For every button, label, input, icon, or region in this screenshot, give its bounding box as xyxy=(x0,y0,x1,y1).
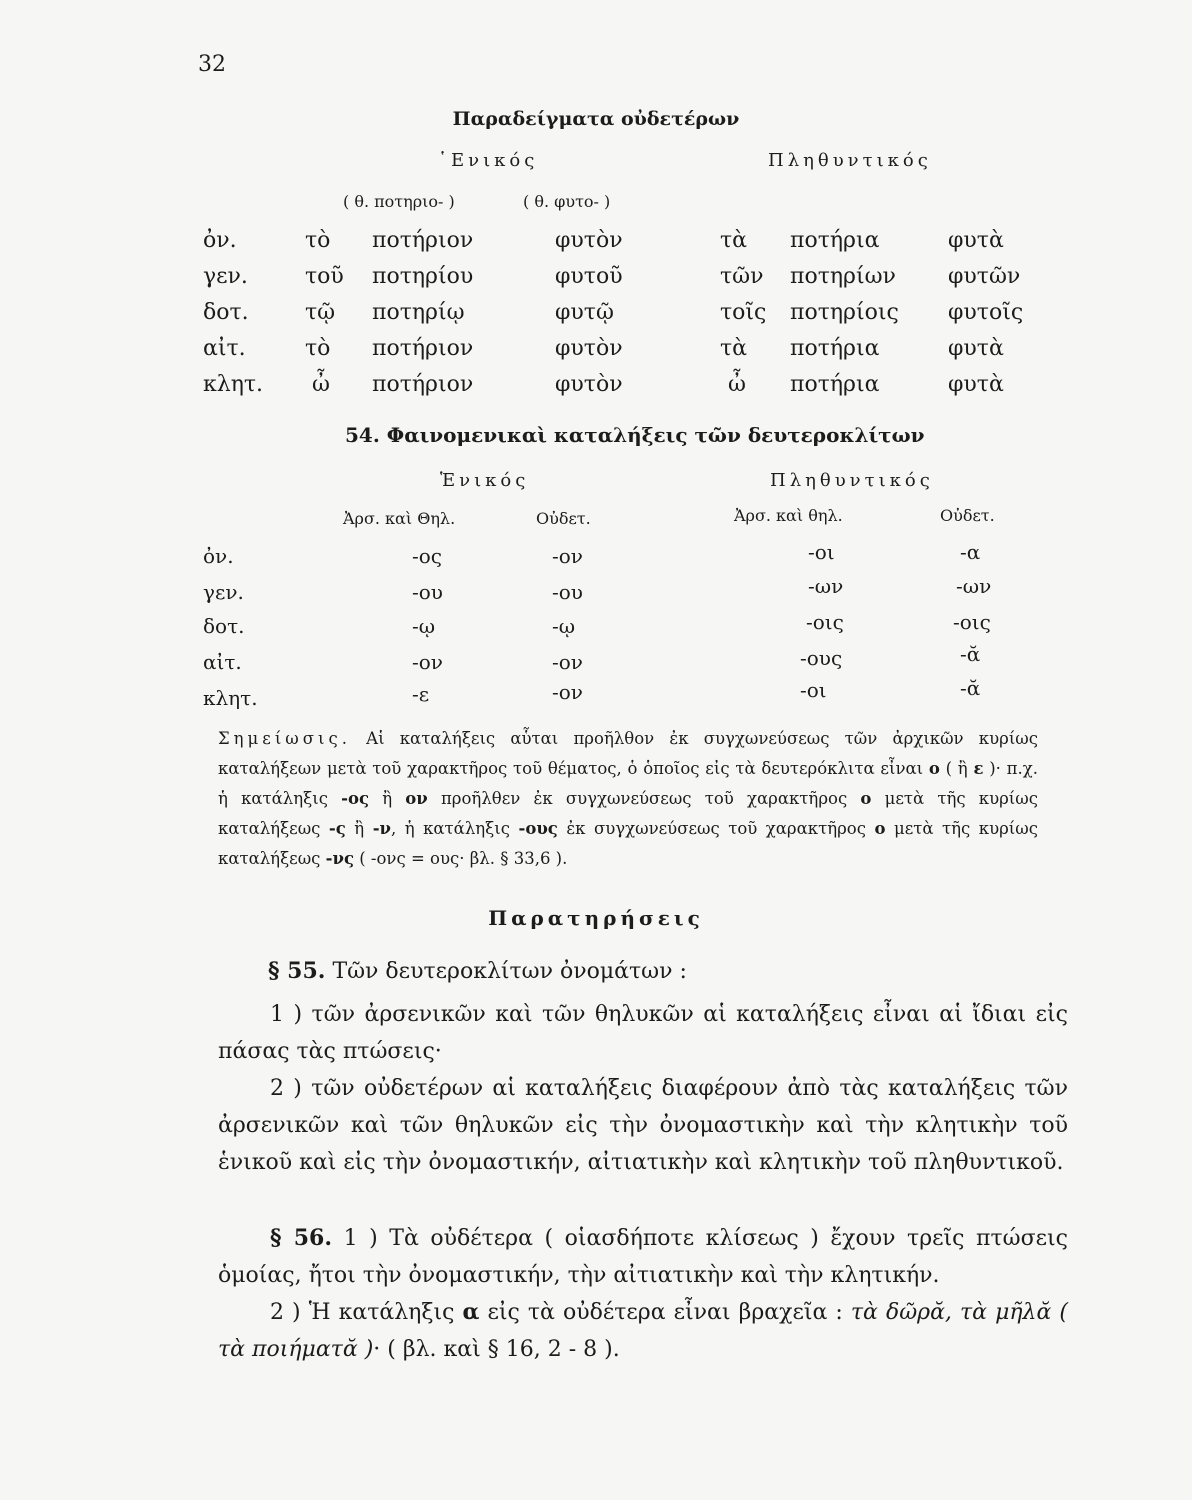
table1-article-plural: τοῖς xyxy=(720,300,767,325)
table2-col-masc-fem-plural: Ἀρσ. καὶ θηλ. xyxy=(734,506,843,525)
note-bold: -ος xyxy=(341,789,370,808)
table1-noun1-plural: ποτηρίων xyxy=(790,264,896,289)
table2-ending: -ᾰ xyxy=(960,642,981,666)
table2-col-neuter-plural: Οὐδετ. xyxy=(940,506,995,525)
table1-noun2-plural: φυτῶν xyxy=(948,264,1021,289)
table2-singular-header: Ἑνικός xyxy=(440,470,530,491)
table2-case: γεν. xyxy=(203,580,244,604)
note-bold: ο xyxy=(860,789,872,808)
table1-noun1-singular: ποτήριον xyxy=(372,228,474,253)
table2-ending: -οι xyxy=(808,540,835,564)
table1-noun1-singular: ποτήριον xyxy=(372,336,474,361)
table1-article-plural: τὰ xyxy=(720,336,748,361)
table1-stem1: ( θ. ποτηριο- ) xyxy=(343,192,455,211)
section-54-number: 54 xyxy=(345,423,373,447)
table1-singular-header: ῾Ενικός xyxy=(438,150,539,171)
section-56-text: 2 ) Ἡ κατάληξις xyxy=(270,1300,463,1325)
table1-noun2-singular: φυτῷ xyxy=(555,300,614,325)
note-bold: -ν xyxy=(372,819,391,838)
note-text: Αἱ καταλήξεις αὗται προῆλθον ἐκ συγχωνεύσεως τῶν ἀρχικῶν κυρίως καταλήξεων μετὰ τοῦ χαρακτῆρος τοῦ θέματος, ὁ ὁποῖος εἰς τὰ δευτερόκλιτα εἶναι xyxy=(218,729,1038,778)
table2-ending: -ον xyxy=(552,680,583,704)
table1-noun2-singular: φυτὸν xyxy=(555,372,623,397)
table1-noun2-singular: φυτὸν xyxy=(555,336,623,361)
table1-noun2-plural: φυτὰ xyxy=(948,372,1004,397)
table1-noun1-plural: ποτήρια xyxy=(790,372,880,397)
section-54-heading: 54. Φαινομενικαὶ καταλήξεις τῶν δευτεροκλίτων xyxy=(345,423,925,447)
table2-case: δοτ. xyxy=(203,614,245,638)
table1-noun1-singular: ποτήριον xyxy=(372,372,474,397)
table2-ending: -οις xyxy=(953,610,991,634)
table1-noun2-plural: φυτὰ xyxy=(948,228,1004,253)
table2-ending: -ῳ xyxy=(552,614,576,638)
table2-ending: -ε xyxy=(412,682,430,706)
table1-plural-header: Πληθυντικός xyxy=(768,150,932,171)
section-55-intro xyxy=(268,958,687,984)
table2-case: κλητ. xyxy=(203,686,258,710)
section-55-item2: 2 ) τῶν οὐδετέρων αἱ καταλήξεις διαφέρουν ἀπὸ τὰς καταλήξεις τῶν ἀρσενικῶν καὶ τῶν θηλυκῶν εἰς τὴν ὀνομαστικὴν καὶ τὴν κλητικὴν τοῦ ἑνικοῦ καὶ εἰς τὴν ὀνομαστικήν, αἰτιατικὴν καὶ κλητικὴν τοῦ πληθυντικοῦ. xyxy=(218,1076,1068,1175)
section-56-text: εἰς τὰ οὐδέτερα εἶναι βραχεῖα : xyxy=(479,1300,851,1325)
table2-ending: -ος xyxy=(412,544,442,568)
table2-ending: -ων xyxy=(956,574,992,598)
table1-noun1-singular: ποτηρίῳ xyxy=(372,300,465,325)
table1-article-singular: τοῦ xyxy=(305,264,344,289)
note-text: , ἡ κατάληξις xyxy=(390,819,519,838)
table1-noun1-singular: ποτηρίου xyxy=(372,264,474,289)
table1-case: δοτ. xyxy=(203,300,249,325)
table1-case: αἰτ. xyxy=(203,336,246,361)
table1-noun2-singular: φυτοῦ xyxy=(555,264,623,289)
table1-noun1-plural: ποτηρίοις xyxy=(790,300,899,325)
note-text: προῆλθεν ἐκ συγχωνεύσεως τοῦ χαρακτῆρος xyxy=(427,789,861,808)
table1-noun2-singular: φυτὸν xyxy=(555,228,623,253)
note-text: )· π.χ. ἡ κατάληξις xyxy=(218,759,1039,808)
section-54-title: Φαινομενικαὶ καταλήξεις τῶν δευτεροκλίτων xyxy=(386,423,925,447)
section-56-text: 1 ) Τὰ οὐδέτερα ( οἱασδήποτε κλίσεως ) ἔχουν τρεῖς πτώσεις ὁμοίας, ἤτοι τὴν ὀνομαστικήν, τὴν αἰτιατικὴν καὶ τὴν κλητικήν. xyxy=(218,1226,1068,1288)
note-text: ἢ xyxy=(345,819,373,838)
note-bold: -ς xyxy=(328,819,346,838)
section-56-number: § 56. xyxy=(270,1225,333,1251)
table2-plural-header: Πληθυντικός xyxy=(770,470,934,491)
note-bold: ο xyxy=(928,759,940,778)
note-label: Σημείωσις. xyxy=(218,729,351,748)
table1-article-plural: ὦ xyxy=(728,372,746,397)
table2-col-neuter-singular: Οὐδετ. xyxy=(536,509,591,528)
note-text: ἢ xyxy=(369,789,406,808)
table1-article-singular: τὸ xyxy=(305,228,331,253)
table2-case: ὀν. xyxy=(203,544,234,568)
table1-case: ὀν. xyxy=(203,228,237,253)
table1-noun1-plural: ποτήρια xyxy=(790,336,880,361)
table1-stem2: ( θ. φυτο- ) xyxy=(523,192,611,211)
section-55-text: Τῶν δευτεροκλίτων ὀνομάτων : xyxy=(325,959,687,984)
table2-ending: -ων xyxy=(808,574,844,598)
table2-ending: -ῳ xyxy=(412,614,436,638)
note-bold: ο xyxy=(874,819,886,838)
table1-noun1-plural: ποτήρια xyxy=(790,228,880,253)
table1-case: γεν. xyxy=(203,264,248,289)
table1-article-singular: ὦ xyxy=(312,372,330,397)
note-text: μετὰ τῆς κυρίως καταλήξεως xyxy=(218,789,1038,838)
remarks-heading: Παρατηρήσεις xyxy=(488,906,704,930)
note-text: μετὰ τῆς κυρίως καταλήξεως xyxy=(218,819,1038,868)
table2-ending: -οι xyxy=(800,678,827,702)
section-56-item1 xyxy=(218,1220,1068,1294)
section-56-item2 xyxy=(218,1294,1068,1368)
section-56-bold: α xyxy=(462,1299,480,1325)
table2-ending: -ου xyxy=(412,580,443,604)
note-paragraph xyxy=(218,724,1038,874)
note-bold: -ους xyxy=(518,819,558,838)
table1-title: Παραδείγματα οὐδετέρων xyxy=(452,108,740,130)
table1-case: κλητ. xyxy=(203,372,264,397)
note-text: ( ἢ xyxy=(939,759,974,778)
section-55-item1: 1 ) τῶν ἀρσενικῶν καὶ τῶν θηλυκῶν αἱ καταλήξεις εἶναι αἱ ἴδιαι εἰς πάσας τὰς πτώσεις· xyxy=(218,1002,1068,1064)
table2-ending: -ους xyxy=(800,646,843,670)
section-56-example: τὰ δῶρᾰ, τὰ μῆλᾰ ( τὰ ποιήματᾰ ) xyxy=(218,1300,1068,1362)
table2-ending: -ον xyxy=(552,650,583,674)
table1-article-singular: τὸ xyxy=(305,336,331,361)
note-text: ( -ονς = ους· βλ. § 33,6 ). xyxy=(354,849,568,868)
table2-ending: -οις xyxy=(806,610,844,634)
table1-article-plural: τῶν xyxy=(720,264,764,289)
note-text: ἐκ συγχωνεύσεως τοῦ χαρακτῆρος xyxy=(557,819,875,838)
table1-noun2-plural: φυτοῖς xyxy=(948,300,1024,325)
note-bold: ον xyxy=(405,789,428,808)
section-55-number: § 55. xyxy=(268,958,326,984)
note-bold: ε xyxy=(973,759,984,778)
table2-ending: -ον xyxy=(412,650,443,674)
table2-ending: -α xyxy=(960,540,981,564)
table2-ending: -ου xyxy=(552,580,583,604)
section-56-text: · ( βλ. καὶ § 16, 2 - 8 ). xyxy=(373,1337,620,1362)
table2-ending: -ον xyxy=(552,544,583,568)
page-number: 32 xyxy=(198,52,226,77)
table2-col-masc-fem-singular: Ἀρσ. καὶ Θηλ. xyxy=(343,509,456,528)
table2-ending: -ᾰ xyxy=(960,676,981,700)
table1-article-plural: τὰ xyxy=(720,228,748,253)
table1-article-singular: τῷ xyxy=(305,300,336,325)
note-bold: -νς xyxy=(325,849,354,868)
table2-case: αἰτ. xyxy=(203,650,242,674)
table1-noun2-plural: φυτὰ xyxy=(948,336,1004,361)
